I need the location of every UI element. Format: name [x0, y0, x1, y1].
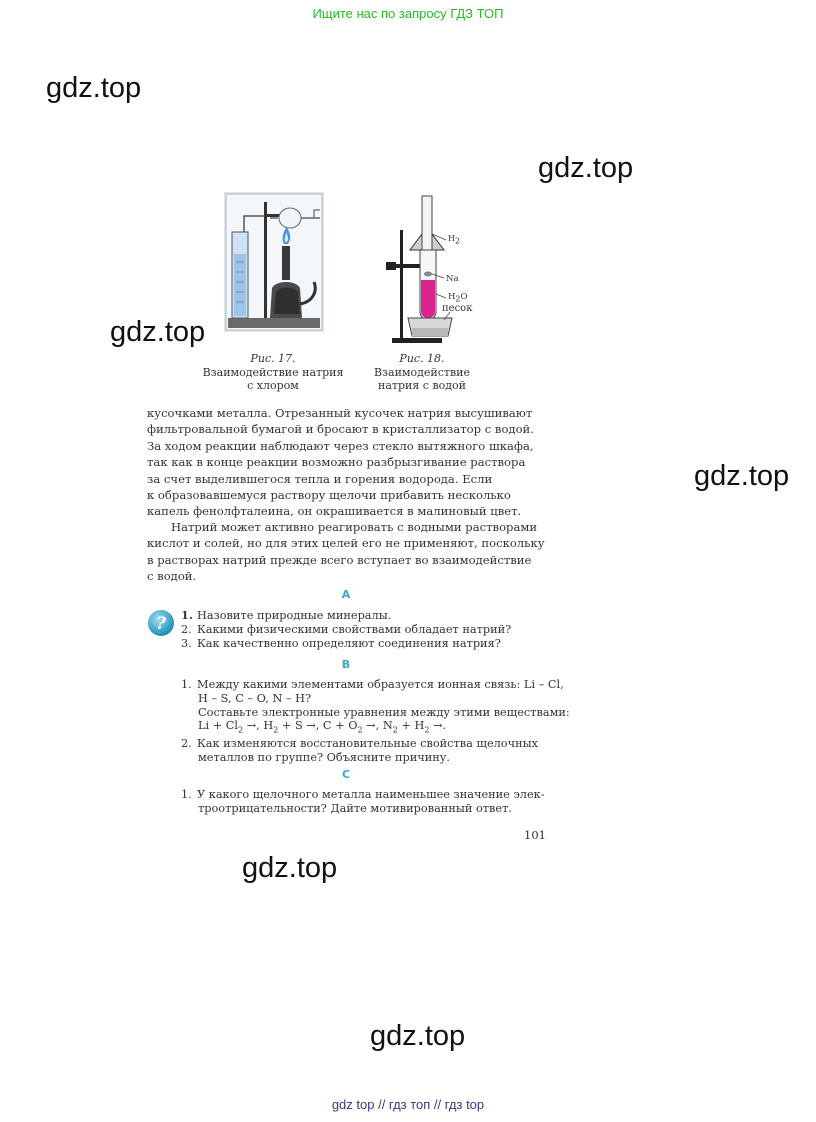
section-a-questions [181, 609, 511, 650]
section-b-heading: В [341, 658, 351, 671]
watermark: gdz.top [46, 72, 142, 104]
figure-18-caption-line: Взаимодействие [373, 365, 471, 379]
svg-text:?: ? [156, 614, 166, 634]
question-item: 2. Какими физическими свойствами обладает натрий? [181, 622, 512, 636]
section-c-heading: С [341, 768, 351, 781]
text-line: за счет выделившегося тепла и горения водорода. Если [147, 471, 493, 486]
figure-18-label: Рис. 18. [399, 352, 445, 365]
section-a-heading: А [341, 588, 351, 601]
question-item: 1. У какого щелочного металла наименьшее значение элек- троотрицательности? Дайте мотивированный ответ. [181, 788, 545, 815]
text-line: с водой. [147, 569, 197, 584]
section-c-questions [181, 788, 545, 816]
text-line: Натрий может активно реагировать с водными растворами [171, 520, 538, 534]
text-line: так как в конце реакции возможно разбрызгивание раствора [147, 455, 526, 470]
figure-18-caption [360, 352, 484, 393]
page-number: 101 [524, 828, 546, 842]
question-item: 2. Как изменяются восстановительные свойства щелочных металлов по группе? Объясните причину. [181, 737, 538, 765]
label-h2o: $H_2O$ [448, 292, 468, 304]
question-item: 1. Между какими элементами образуется ионная связь: Li – Cl, H – S, C – O, N – H? Составьте электронные уравнения между этими веществами: $Li + Cl_2$ →, $H_2 + S$ →, $C + O_2$ →, $N_2 + H_2$ →. [181, 678, 570, 737]
question-item: 1. Назовите природные минералы. [181, 608, 392, 622]
equations-line: $Li + Cl_2$ →, $H_2 + S$ →, $C + O_2$ →, $N_2 + H_2$ →. [198, 719, 447, 735]
figure-17-label: Рис. 17. [250, 352, 296, 365]
watermark: gdz.top [110, 316, 206, 348]
text-line: кислот и солей, но для этих целей его не применяют, поскольку [147, 536, 545, 551]
text-line: За ходом реакции наблюдают через стекло вытяжного шкафа, [147, 438, 534, 453]
figure-17-caption-line: с хлором [247, 379, 299, 392]
watermark: gdz.top [694, 460, 790, 492]
label-na: Na [446, 274, 459, 284]
figure-18-image [384, 194, 484, 346]
label-h2: $H_2$ [448, 234, 461, 246]
question-item: 3. Как качественно определяют соединения натрия? [181, 636, 501, 650]
figure-18-caption-line: натрия с водой [378, 379, 466, 392]
footer-links[interactable]: gdz top // гдз топ // гдз top [331, 1097, 485, 1112]
text-line: капель фенолфталеина, он окрашивается в малиновый цвет. [147, 504, 522, 519]
text-line: к образовавшемуся раствору щелочи прибавить несколько [147, 488, 511, 503]
watermark: gdz.top [538, 152, 634, 184]
question-mark-icon [147, 609, 175, 637]
top-banner[interactable]: Ищите нас по запросу ГДЗ ТОП [312, 6, 504, 21]
figure-17-image [224, 192, 324, 332]
figure-17-caption-line: Взаимодействие натрия [202, 365, 344, 379]
paragraph-2 [147, 519, 547, 585]
label-sand: песок [442, 303, 473, 314]
text-line: фильтровальной бумагой и бросают в кристаллизатор с водой. [147, 422, 534, 437]
figure-17-caption [196, 352, 350, 393]
watermark: gdz.top [242, 852, 338, 884]
text-line: кусочками металла. Отрезанный кусочек натрия высушивают [147, 406, 533, 420]
text-line: в растворах натрий прежде всего вступает во взаимодействие [147, 552, 532, 567]
watermark: gdz.top [370, 1020, 466, 1052]
section-b-questions [181, 678, 570, 765]
paragraph-1 [147, 405, 547, 520]
